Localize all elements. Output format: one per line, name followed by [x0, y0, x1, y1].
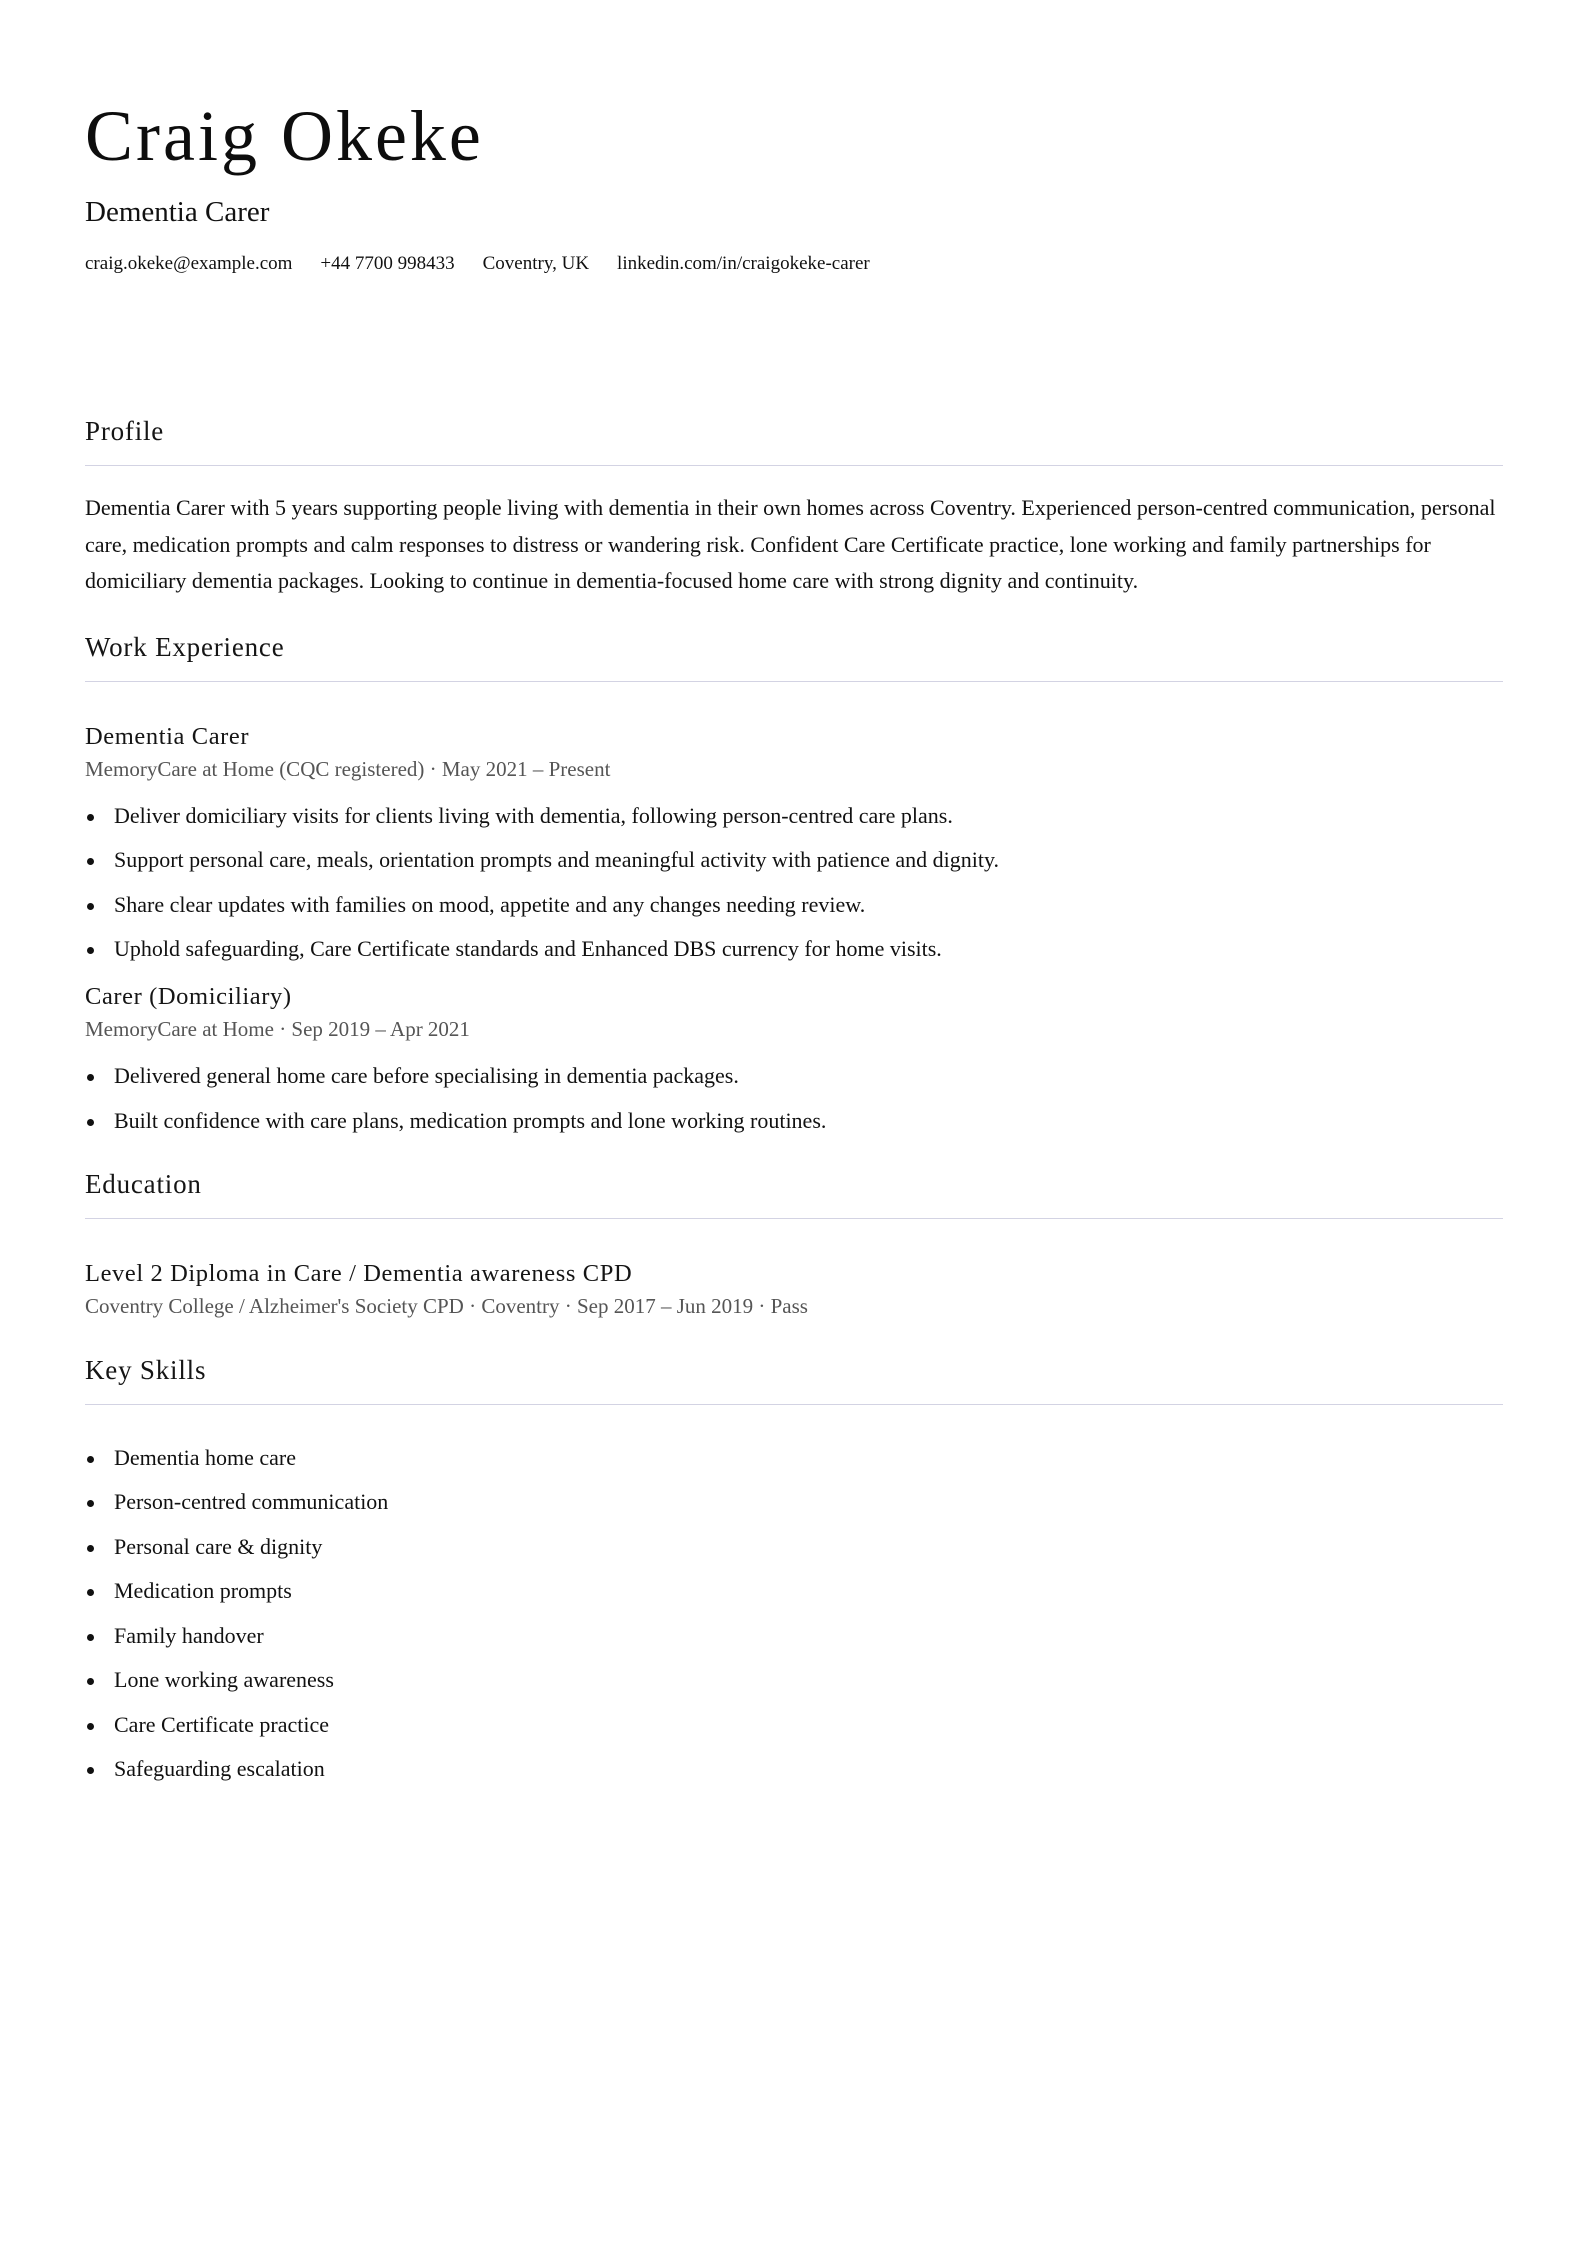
skill-item: Safeguarding escalation: [85, 1754, 1503, 1784]
job-bullets: [85, 801, 1503, 965]
job-bullet: Uphold safeguarding, Care Certificate standards and Enhanced DBS currency for home visits.: [85, 934, 1503, 964]
section-divider: [85, 1404, 1503, 1405]
job-title: Carer (Domiciliary): [85, 983, 292, 1010]
section-heading-experience: Work Experience: [85, 631, 285, 662]
skill-item: Person-centred communication: [85, 1487, 1503, 1517]
job-entry: [85, 720, 1503, 965]
section-heading-skills: Key Skills: [85, 1354, 207, 1385]
section-heading-education: Education: [85, 1168, 202, 1199]
job-bullet: Delivered general home care before specialising in dementia packages.: [85, 1061, 1503, 1091]
section-divider: [85, 465, 1503, 466]
contact-location: Coventry, UK: [482, 253, 590, 274]
education-subtitle: Coventry College / Alzheimer's Society CPD · Coventry · Sep 2017 – Jun 2019 · Pass: [85, 1293, 808, 1318]
job-bullets: [85, 1061, 1503, 1136]
skill-item: Medication prompts: [85, 1576, 1503, 1606]
section-heading-profile: Profile: [85, 416, 165, 446]
contact-phone: +44 7700 998433: [320, 253, 455, 274]
candidate-headline: Dementia Carer: [85, 196, 270, 228]
job-bullet: Deliver domiciliary visits for clients living with dementia, following person-centred care plans.: [85, 801, 1503, 831]
education-title: Level 2 Diploma in Care / Dementia awareness CPD: [85, 1259, 633, 1287]
job-entry: [85, 980, 1503, 1136]
education-entry: [85, 1257, 1503, 1321]
experience-section: [85, 629, 1503, 1136]
skill-item: Personal care & dignity: [85, 1532, 1503, 1562]
contact-line: [85, 250, 1503, 278]
job-subtitle: MemoryCare at Home (CQC registered) · May 2021 – Present: [85, 756, 611, 781]
profile-section: [85, 413, 1503, 600]
job-bullet: Built confidence with care plans, medication prompts and lone working routines.: [85, 1106, 1503, 1136]
contact-linkedin: linkedin.com/in/craigokeke-carer: [617, 253, 870, 274]
section-divider: [85, 681, 1503, 682]
contact-email: craig.okeke@example.com: [85, 253, 293, 274]
section-divider: [85, 1218, 1503, 1219]
skill-item: Family handover: [85, 1621, 1503, 1651]
job-bullet: Share clear updates with families on mood, appetite and any changes needing review.: [85, 890, 1503, 920]
education-section: [85, 1166, 1503, 1321]
job-title: Dementia Carer: [85, 722, 250, 750]
skills-section: [85, 1352, 1503, 1785]
job-bullet: Support personal care, meals, orientation prompts and meaningful activity with patience and dignity.: [85, 845, 1503, 875]
candidate-name: Craig Okeke: [85, 96, 484, 176]
skill-item: Lone working awareness: [85, 1665, 1503, 1695]
resume-header: [85, 88, 1503, 278]
skill-item: Care Certificate practice: [85, 1710, 1503, 1740]
skills-list: [85, 1443, 1503, 1785]
skill-item: Dementia home care: [85, 1443, 1503, 1473]
job-subtitle: MemoryCare at Home · Sep 2019 – Apr 2021: [85, 1017, 470, 1041]
profile-summary: Dementia Carer with 5 years supporting people living with dementia in their own homes across Coventry. Experienced person-centred communication, personal care, medication prompts and calm responses to distress or wandering risk. Confident Care Certificate practice, lone working and family partnerships for domiciliary dementia packages. Looking to continue in dementia-focused home care with strong dignity and continuity.: [85, 495, 1496, 593]
